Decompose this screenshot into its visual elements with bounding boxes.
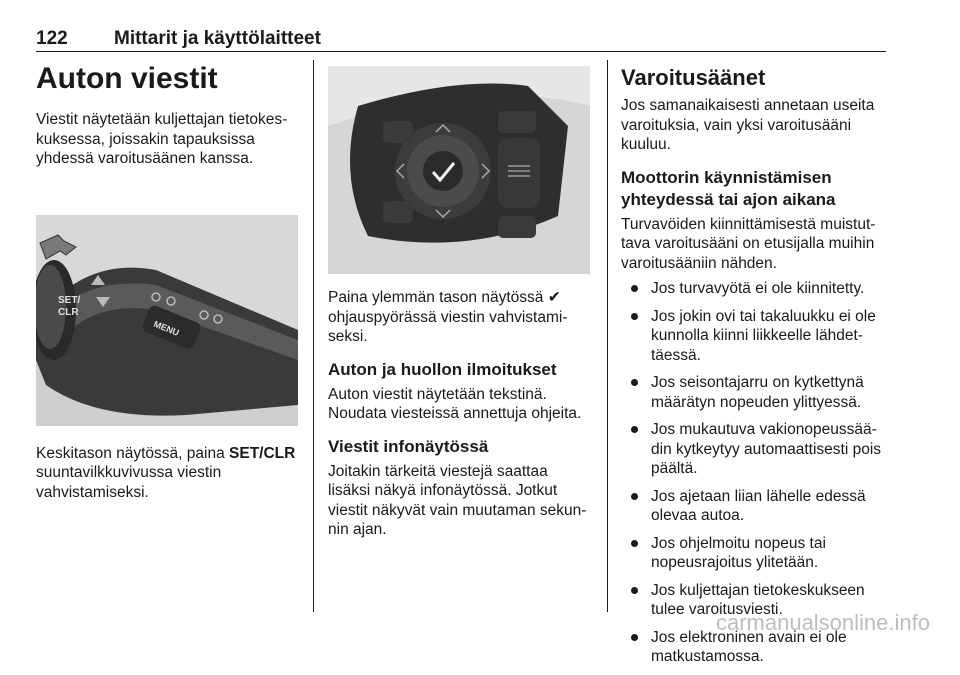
figure-steering-wheel-controls	[328, 66, 590, 274]
section-heading-vehicle-messages: Auton viestit	[36, 62, 218, 95]
heading-engine-start-driving: Moottorin käynnistämisen yhteydessä tai ajon aikana	[621, 167, 836, 209]
bullet-dot	[631, 634, 638, 641]
clr-label: CLR	[58, 306, 79, 318]
caption-suffix: suuntavilkkuvivussa viestin vahvistamiseksi.	[36, 464, 222, 501]
seatbelt-paragraph: Turvavöiden kiinnittämisestä muistuttava varoitusääni on etusijalla muihin varoitusääniin nähden.	[621, 215, 876, 272]
intro-paragraph: Viestit näytetään kuljettajan tietokeskuksessa, joissakin tapauksissa yhdessä varoitusäänen kanssa.	[36, 111, 288, 167]
list-item-text: Jos turvavyötä ei ole kiinnitetty.	[651, 280, 865, 297]
column-divider-1	[313, 60, 314, 612]
figure-turn-signal-lever	[36, 215, 298, 426]
list-item-text: Jos elektroninen avain ei ole matkustamossa.	[651, 628, 847, 665]
list-item	[621, 373, 887, 412]
warning-conditions-list	[621, 279, 887, 667]
bullet-dot	[631, 313, 638, 320]
heading-vehicle-service-messages: Auton ja huollon ilmoitukset	[328, 359, 557, 379]
list-item	[621, 534, 887, 573]
chimes-intro: Jos samanaikaisesti annetaan useita varoituksia, vain yksi varoitusääni kuuluu.	[621, 97, 875, 153]
bullet-dot	[631, 540, 638, 547]
bullet-dot	[631, 426, 638, 433]
list-item	[621, 279, 887, 299]
list-item-text: Jos jokin ovi tai takaluukku ei ole kunnolla kiinni liikkeelle lähdettäessä.	[651, 307, 876, 364]
column-1	[36, 60, 300, 502]
caption-prefix: Keskitason näytössä, paina	[36, 444, 230, 462]
list-item-text: Jos seisontajarru on kytkettynä määrätyn nopeuden ylittyessä.	[651, 374, 864, 411]
page-header	[36, 26, 886, 52]
heading-info-display-messages: Viestit infonäytössä	[328, 436, 489, 456]
turn-signal-lever-illustration	[36, 215, 298, 426]
set-clr-caption	[36, 444, 300, 503]
list-item-text: Jos ajetaan liian lähelle edessä olevaa autoa.	[651, 487, 866, 524]
list-item-text: Jos mukautuva vakionopeussäädin kytkeytyy automaattisesti pois päältä.	[651, 421, 882, 477]
steering-wheel-illustration	[328, 66, 590, 274]
menu-label: MENU	[152, 318, 181, 338]
confirm-paragraph: Paina ylemmän tason näytössä ✔ ohjauspyörässä viestin vahvistamiseksi.	[328, 289, 568, 345]
set-label: SET/	[58, 294, 81, 306]
page-number: 122	[36, 28, 68, 49]
list-item	[621, 307, 887, 366]
section-heading-warning-chimes: Varoitusäänet	[621, 65, 766, 90]
bullet-dot	[631, 285, 638, 292]
list-item	[621, 487, 887, 526]
column-3	[621, 60, 887, 675]
column-2	[328, 60, 594, 540]
vehicle-messages-paragraph: Auton viestit näytetään tekstinä. Noudata viesteissä annettuja ohjeita.	[328, 385, 582, 422]
header-rule	[36, 51, 886, 52]
list-item-text: Jos ohjelmoitu nopeus tai nopeusrajoitus ylitetään.	[651, 534, 826, 571]
column-divider-2	[607, 60, 608, 612]
list-item-text: Jos kuljettajan tietokeskukseen tulee varoitusviesti.	[651, 581, 865, 618]
caption-bold: SET/CLR	[229, 444, 296, 462]
list-item	[621, 420, 887, 479]
bullet-dot	[631, 587, 638, 594]
info-display-paragraph: Joitakin tärkeitä viestejä saattaa lisäksi näkyä infonäytössä. Jotkut viestit näkyvät vain muutaman sekunnin ajan.	[328, 462, 587, 538]
watermark: carmanualsonline.info	[715, 610, 930, 635]
bullet-dot	[631, 379, 638, 386]
bullet-dot	[631, 493, 638, 500]
chapter-title: Mittarit ja käyttölaitteet	[114, 28, 321, 49]
